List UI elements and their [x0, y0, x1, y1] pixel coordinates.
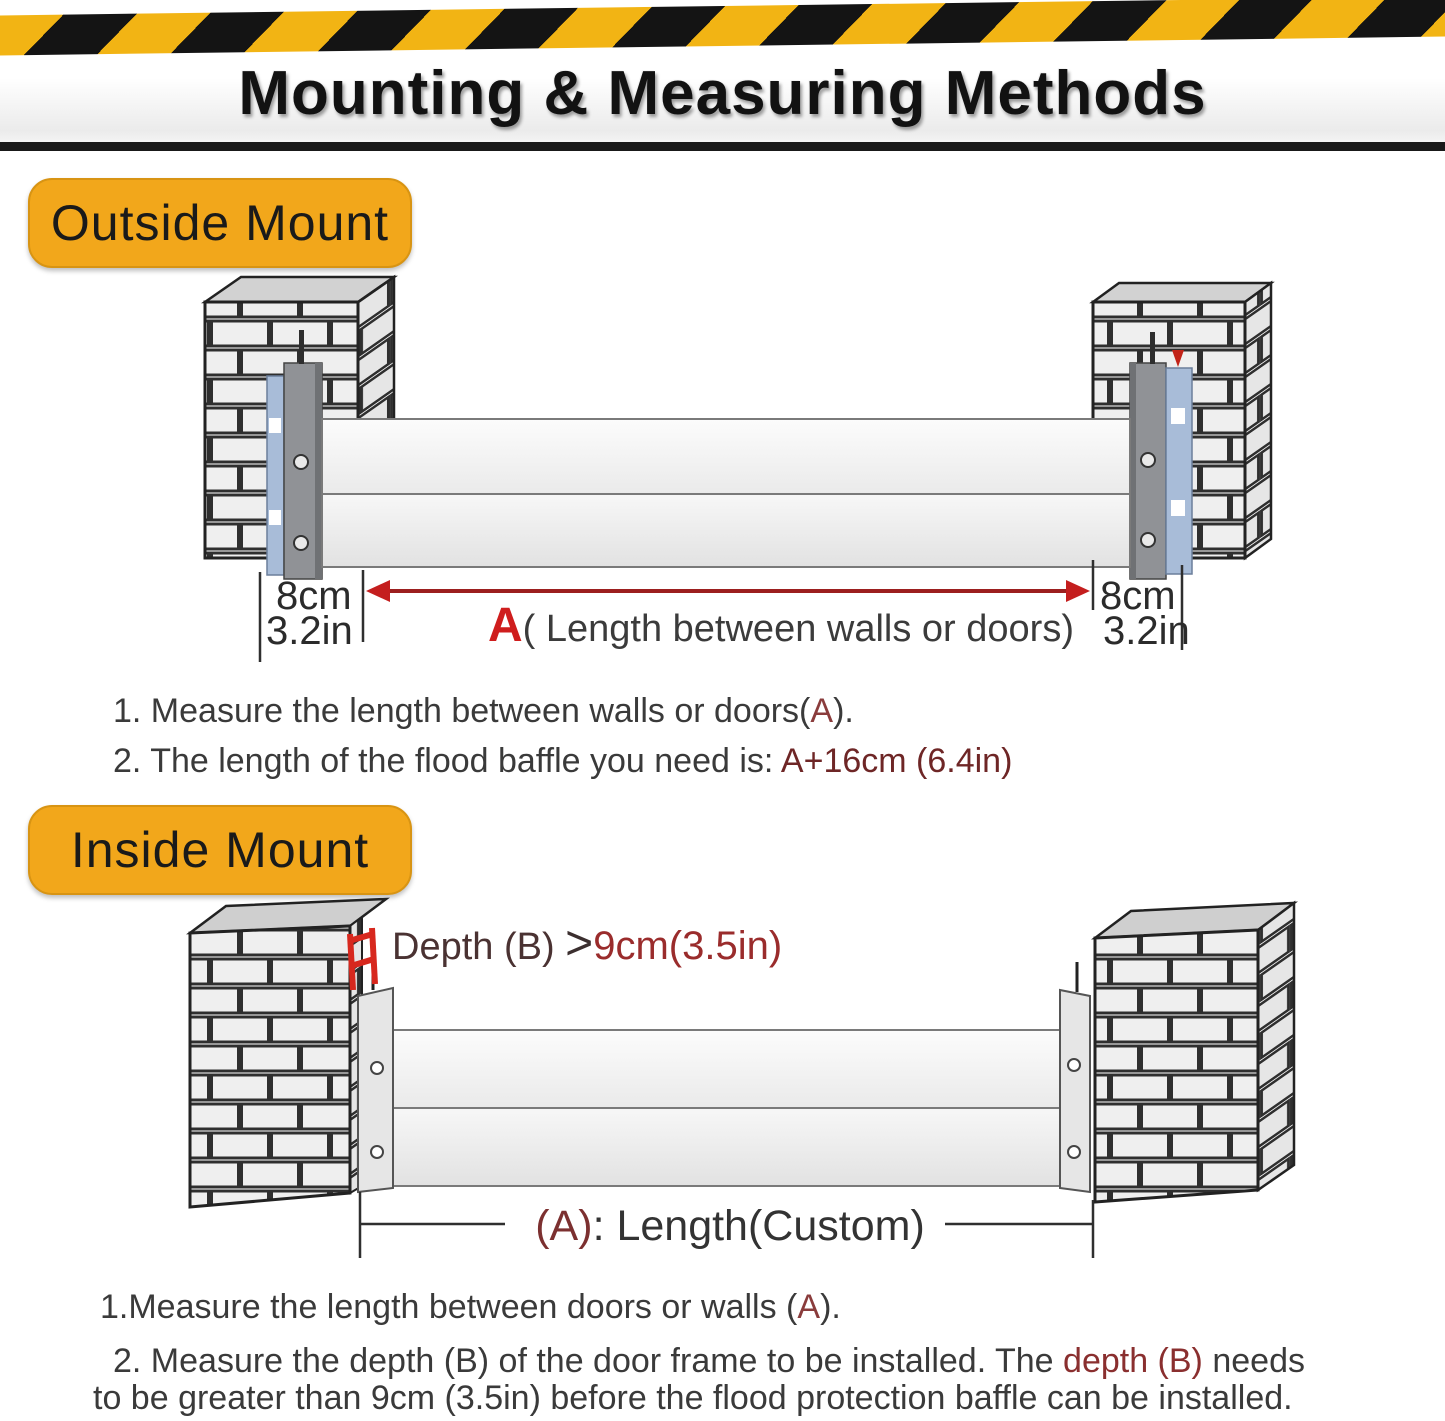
- left-overlap-cm: 8cm: [276, 574, 352, 618]
- anchor-bolt-left: [299, 330, 304, 364]
- step-text: needs: [1202, 1342, 1305, 1380]
- greater-than-sign: >: [565, 917, 594, 970]
- mounting-channel-right: [1130, 332, 1166, 579]
- depth-caption: [392, 916, 782, 971]
- screw-icon: [371, 1146, 383, 1158]
- step-text: 2. The length of the flood baffle you need is:: [113, 742, 781, 780]
- span-caption: [488, 598, 1074, 653]
- screw-icon: [1141, 453, 1155, 467]
- depth-label: Depth (B): [392, 926, 566, 968]
- step-text: ).: [820, 1288, 841, 1326]
- inside-step-1: [100, 1288, 841, 1327]
- channel-right-inside: [1060, 962, 1090, 1192]
- screw-icon: [294, 536, 308, 550]
- screw-icon: [294, 455, 308, 469]
- outside-step-1: [113, 692, 854, 731]
- step-em: A: [810, 692, 834, 730]
- page-title: Mounting & Measuring Methods: [238, 59, 1207, 128]
- step-em: depth (B): [1063, 1342, 1203, 1380]
- inside-step-2: [113, 1342, 1305, 1381]
- screw-icon: [1068, 1059, 1080, 1071]
- seal-strip-left: [267, 376, 284, 575]
- outside-step-2: [113, 742, 1012, 781]
- span-letter: A: [488, 599, 523, 652]
- screw-icon: [1141, 533, 1155, 547]
- step-em: A+16cm (6.4in): [780, 742, 1013, 780]
- length-letter: (A): [535, 1202, 593, 1250]
- flood-barrier-panels: [322, 419, 1130, 567]
- step-text: 1. Measure the length between walls or doors(: [113, 692, 811, 730]
- depth-value: 9cm(3.5in): [593, 924, 783, 968]
- inside-step-2-cont: to be greater than 9cm (3.5in) before the flood protection baffle can be installed.: [93, 1379, 1293, 1417]
- anchor-bolt-right: [1150, 332, 1155, 364]
- outside-mount-label-text: Outside Mount: [50, 195, 390, 251]
- inside-mount-label-text: Inside Mount: [70, 822, 370, 878]
- right-pillar-inside: [1095, 903, 1294, 1202]
- left-overlap-in: 3.2in: [266, 609, 353, 653]
- right-overlap-cm: 8cm: [1100, 574, 1176, 618]
- length-caption: [480, 1202, 980, 1251]
- channel-left-inside: [358, 970, 393, 1192]
- screw-icon: [1068, 1146, 1080, 1158]
- flood-barrier-panels-inside: [393, 1030, 1060, 1186]
- length-caption-text: : Length(Custom): [592, 1202, 925, 1250]
- right-overlap-in: 3.2in: [1103, 609, 1190, 653]
- step-text: 1.Measure the length between doors or walls (: [100, 1288, 798, 1326]
- left-pillar-inside: [190, 899, 386, 1207]
- span-caption-text: ( Length between walls or doors): [522, 608, 1074, 650]
- step-text: 2. Measure the depth (B) of the door frame to be installed. The: [113, 1342, 1064, 1380]
- step-text: ).: [833, 692, 854, 730]
- seal-strip-right: [1166, 350, 1192, 574]
- mounting-channel-left: [284, 330, 322, 579]
- screw-icon: [371, 1062, 383, 1074]
- step-em: A: [797, 1288, 821, 1326]
